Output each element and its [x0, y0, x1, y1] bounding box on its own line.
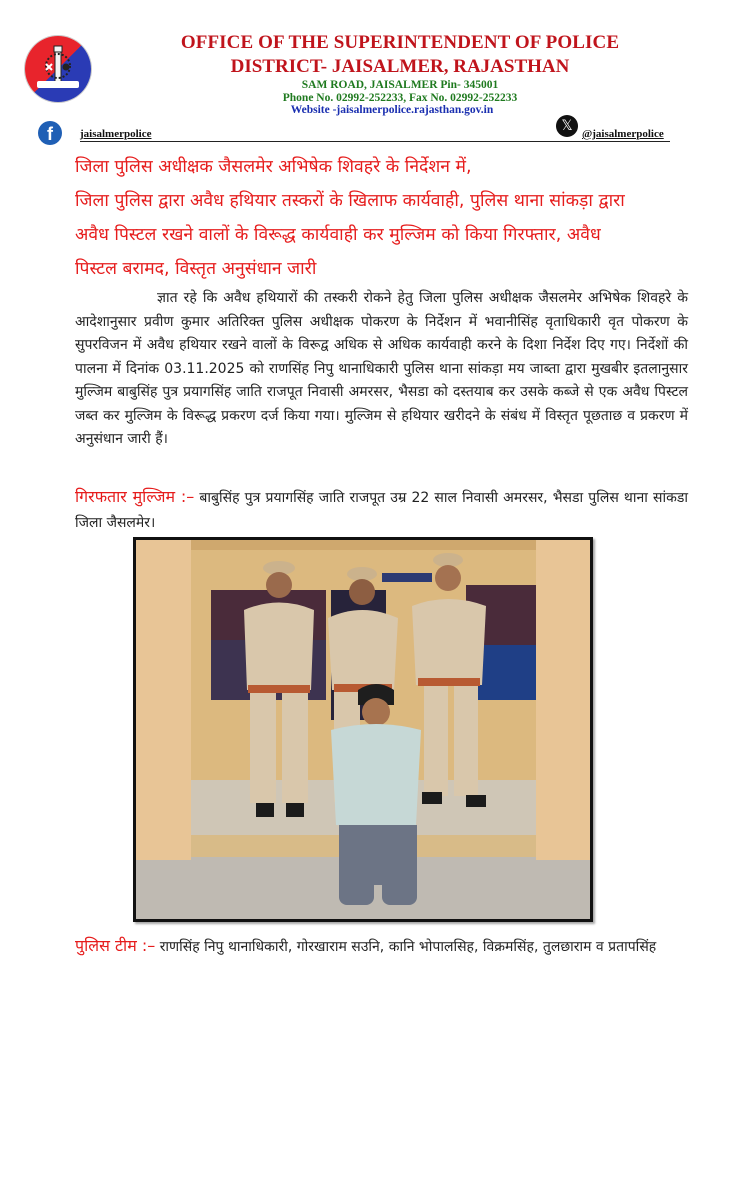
- x-twitter-icon[interactable]: 𝕏: [556, 115, 578, 137]
- police-team-section: [75, 933, 688, 960]
- photo-pillar-right: [536, 540, 590, 860]
- website-link[interactable]: Website -jaisalmerpolice.rajasthan.gov.in: [290, 104, 494, 116]
- x-handle-link[interactable]: @jaisalmerpolice: [582, 128, 664, 140]
- phone-line: Phone No. 02992-252233, Fax No. 02992-252233: [282, 92, 518, 104]
- arrested-details: बाबुसिंह पुत्र प्रयागसिंह जाति राजपूत उम्र 22 साल निवासी अमरसर, भैसडा पुलिस थाना सांकडा जिला जैसलमेर।: [75, 490, 688, 531]
- office-title: OFFICE OF THE SUPERINTENDENT OF POLICE: [180, 32, 620, 53]
- headline-line: जिला पुलिस अधीक्षक जैसलमेर अभिषेक शिवहरे के निर्देशन में,: [75, 157, 472, 177]
- address-line: SAM ROAD, JAISALMER Pin- 345001: [301, 79, 499, 91]
- arrest-photo-illustration: [136, 540, 590, 919]
- press-release-headline: [75, 150, 689, 286]
- headline-line: अवैध पिस्टल रखने वालों के विरूद्ध कार्यवाही कर मुल्जिम को किया गिरफ्तार, अवैध: [75, 225, 601, 245]
- emblem-ribbon: [37, 81, 79, 88]
- body-paragraph: ज्ञात रहे कि अवैध हथियारों की तस्करी रोकने हेतु जिला पुलिस अधीक्षक जैसलमेर अभिषेक शिवहरे के आदेशानुसार प्रवीण कुमार अतिरिक्त पुलिस अधीक्षक पोकरण के निर्देशन में भवानीसिंह वृताधिकारी वृत पोकरण के सुपरविजन में अवैध हथियार रखने वालों के विरूद्व अधिक से अधिक कार्यवाही करने के दिशा निर्देश दिए गए। निर्देशों की पालना में दिनांक 03.11.2025 को राणसिंह निपु थानाधिकारी पुलिस थाना सांकड़ा मय जाब्ता द्वारा मुखबीर इतलानुसार मुल्जिम बाबुसिंह पुत्र प्रयागसिंह जाति राजपूत निवासी अमरसर, भैसडा को दस्तयाब कर उसके कब्जे से एक अवैध पिस्टल जब्त कर मुल्जिम के विरूद्ध प्रकरण दर्ज किया गया। मुल्जिम से हथियार खरीदने के संबंध में विस्तृत पूछताछ व प्रकरण में अनुसंधान जारी हैं।: [75, 290, 688, 447]
- rajasthan-police-emblem-icon: [25, 36, 91, 102]
- headline-line: जिला पुलिस द्वारा अवैध हथियार तस्करों के खिलाफ कार्यवाही, पुलिस थाना सांकड़ा द्वारा: [75, 191, 625, 211]
- police-team-members: राणसिंह निपु थानाधिकारी, गोरखाराम सउनि, कानि भोपालसिह, विक्रमसिंह, तुलछाराम व प्रतापसिंह: [155, 939, 657, 955]
- header-divider: [80, 141, 670, 142]
- arrested-accused-section: [75, 484, 688, 536]
- headline-line: पिस्टल बरामद, विस्तृत अनुसंधान जारी: [75, 259, 317, 279]
- facebook-handle-link[interactable]: jaisalmerpolice: [80, 128, 152, 140]
- arrested-label: गिरफतार मुल्जिम :–: [75, 487, 195, 506]
- facebook-icon[interactable]: f: [38, 121, 62, 145]
- police-team-label: पुलिस टीम :–: [75, 936, 156, 955]
- arrest-photo: [133, 537, 593, 922]
- district-title: DISTRICT- JAISALMER, RAJASTHAN: [230, 56, 570, 77]
- photo-pillar-left: [136, 540, 191, 860]
